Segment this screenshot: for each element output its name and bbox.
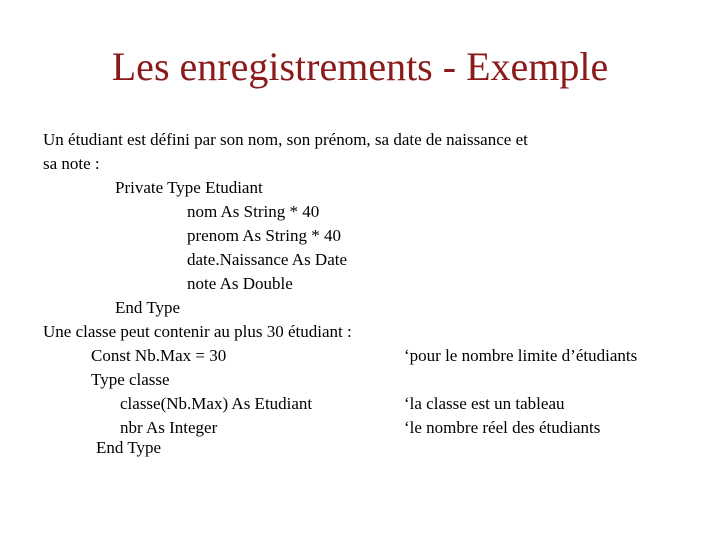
code-field-prenom: prenom As String * 40 (187, 226, 341, 245)
intro-text-line-2: sa note : (43, 154, 100, 173)
code-field-nom: nom As String * 40 (187, 202, 320, 221)
code-comment-nbr: ‘le nombre réel des étudiants (404, 418, 601, 437)
code-type-declaration: Private Type Etudiant (115, 178, 263, 197)
code-type-classe: Type classe (91, 370, 170, 389)
code-end-type: End Type (115, 298, 181, 317)
code-field-date-naissance: date.Naissance As Date (187, 250, 348, 269)
code-const-line: Const Nb.Max = 30 (91, 346, 227, 365)
code-comment-const: ‘pour le nombre limite d’étudiants (404, 346, 638, 365)
code-end-type-classe: End Type (96, 438, 162, 457)
code-comment-classe: ‘la classe est un tableau (404, 394, 565, 413)
slide-title: Les enregistrements - Exemple (111, 44, 609, 89)
intro-text-line-1: Un étudiant est défini par son nom, son prénom, sa date de naissance et (43, 130, 528, 149)
code-field-note: note As Double (187, 274, 293, 293)
code-field-classe: classe(Nb.Max) As Etudiant (120, 394, 313, 413)
intro-text-classe: Une classe peut contenir au plus 30 étudiant : (43, 322, 352, 341)
code-field-nbr: nbr As Integer (120, 418, 218, 437)
